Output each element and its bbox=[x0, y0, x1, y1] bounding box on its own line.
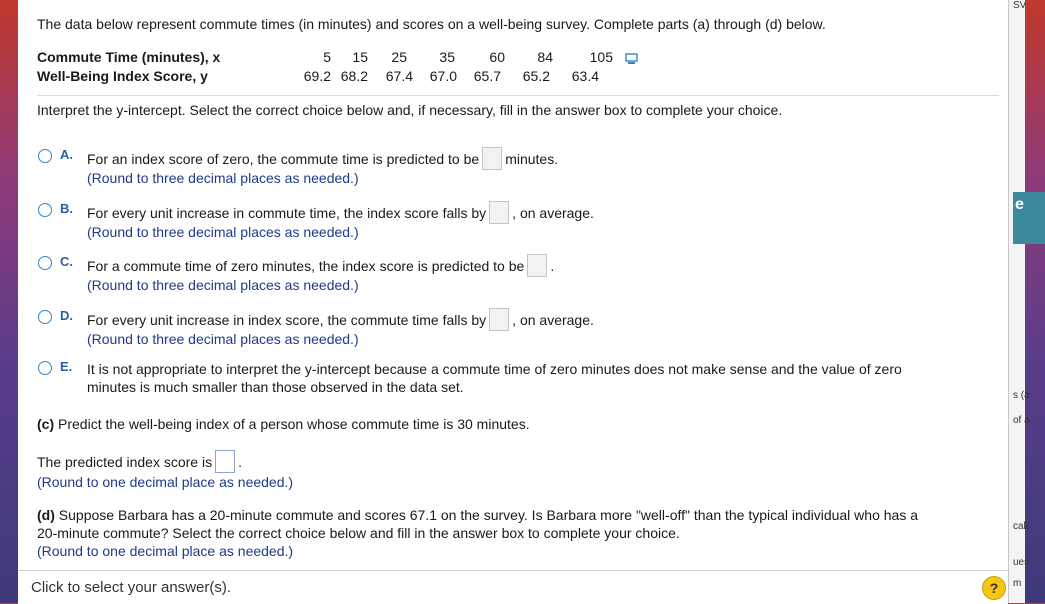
radio-button[interactable] bbox=[38, 203, 52, 217]
table-cell: 5 bbox=[323, 49, 331, 65]
table-cell: 105 bbox=[589, 49, 613, 65]
rounding-hint: (Round to one decimal place as needed.) bbox=[37, 543, 294, 559]
choice-text-pre: For every unit increase in index score, the commute time falls by bbox=[87, 312, 487, 329]
background-window-text: SV bbox=[1013, 0, 1027, 11]
radio-button[interactable] bbox=[38, 361, 52, 375]
rounding-hint: (Round to three decimal places as needed.) bbox=[87, 170, 359, 186]
table-cell: 69.2 bbox=[303, 68, 331, 84]
rounding-hint: (Round to three decimal places as needed.) bbox=[87, 277, 359, 293]
background-window bbox=[1008, 0, 1030, 603]
background-window-text: of a bbox=[1013, 415, 1030, 426]
part-c-answer-text: The predicted index score is bbox=[37, 454, 213, 471]
choice-letter: C. bbox=[60, 254, 73, 269]
background-window-text: call bbox=[1013, 521, 1029, 532]
choice-text-pre: For a commute time of zero minutes, the index score is predicted to be bbox=[87, 258, 525, 275]
choice-text bbox=[87, 149, 558, 172]
help-button[interactable]: ? bbox=[982, 576, 1006, 600]
answer-box[interactable] bbox=[482, 147, 502, 170]
answer-box[interactable] bbox=[489, 308, 509, 331]
part-d-question bbox=[37, 507, 918, 523]
x-label: Commute Time (minutes), x bbox=[37, 49, 221, 65]
choice-text bbox=[87, 203, 594, 226]
table-cell: 63.4 bbox=[571, 68, 599, 84]
answer-box[interactable] bbox=[215, 450, 235, 473]
table-cell: 60 bbox=[489, 49, 505, 65]
choice-letter: A. bbox=[60, 147, 73, 162]
part-c-text: Predict the well-being index of a person whose commute time is 30 minutes. bbox=[58, 416, 530, 432]
part-c-label: (c) bbox=[37, 416, 55, 432]
table-cell: 15 bbox=[352, 49, 368, 65]
table-cell: 67.4 bbox=[385, 68, 413, 84]
background-window-text: ues bbox=[1013, 557, 1030, 568]
choice-text bbox=[87, 310, 594, 333]
y-label: Well-Being Index Score, y bbox=[37, 68, 208, 84]
choice-text-post: . bbox=[550, 258, 555, 275]
footer-status-text: Click to select your answer(s). bbox=[31, 579, 232, 596]
choice-text-line2: minutes is much smaller than those observed in the data set. bbox=[87, 379, 464, 395]
choice-text-post: , on average. bbox=[512, 205, 594, 222]
table-cell: 68.2 bbox=[340, 68, 368, 84]
part-c-answer-post: . bbox=[238, 454, 242, 471]
footer-bar bbox=[18, 570, 1008, 604]
part-d-label: (d) bbox=[37, 507, 55, 523]
choice-text-line1: It is not appropriate to interpret the y-intercept because a commute time of zero minutes does not make sense and the value of zero bbox=[87, 361, 902, 377]
background-window-text: m bbox=[1013, 578, 1022, 589]
background-window-banner: e bbox=[1013, 192, 1045, 244]
answer-box[interactable] bbox=[527, 254, 547, 277]
rounding-hint: (Round to three decimal places as needed.) bbox=[87, 224, 359, 240]
answer-box[interactable] bbox=[489, 201, 509, 224]
table-cell: 35 bbox=[439, 49, 455, 65]
divider bbox=[37, 95, 999, 96]
choice-letter: E. bbox=[60, 359, 73, 374]
rounding-hint: (Round to three decimal places as needed.) bbox=[87, 331, 359, 347]
table-cell: 67.0 bbox=[429, 68, 457, 84]
copy-data-icon[interactable] bbox=[625, 53, 639, 65]
choice-text-post: , on average. bbox=[512, 312, 594, 329]
question-panel bbox=[18, 0, 1008, 603]
choice-letter: B. bbox=[60, 201, 73, 216]
question-intro: The data below represent commute times (in minutes) and scores on a well-being survey. Complete parts (a) through (d) below. bbox=[37, 16, 826, 32]
background-window-text: s (a bbox=[1013, 390, 1030, 401]
table-cell: 65.7 bbox=[473, 68, 501, 84]
table-cell: 84 bbox=[537, 49, 553, 65]
choice-letter: D. bbox=[60, 308, 73, 323]
choice-text-pre: For an index score of zero, the commute time is predicted to be bbox=[87, 151, 480, 168]
choice-text-post: minutes. bbox=[505, 151, 559, 168]
table-cell: 65.2 bbox=[522, 68, 550, 84]
part-c-answer bbox=[37, 452, 242, 475]
radio-button[interactable] bbox=[38, 256, 52, 270]
rounding-hint: (Round to one decimal place as needed.) bbox=[37, 474, 294, 490]
radio-button[interactable] bbox=[38, 149, 52, 163]
part-c-question bbox=[37, 416, 530, 432]
table-cell: 25 bbox=[391, 49, 407, 65]
part-d-text-line1: Suppose Barbara has a 20-minute commute and scores 67.1 on the survey. Is Barbara more "well-off" than the typical individual who has a bbox=[58, 507, 919, 523]
prompt-text: Interpret the y-intercept. Select the correct choice below and, if necessary, fill in the answer box to complete your choice. bbox=[37, 102, 783, 118]
radio-button[interactable] bbox=[38, 310, 52, 324]
choice-text-pre: For every unit increase in commute time, the index score falls by bbox=[87, 205, 487, 222]
part-d-text-line2: 20-minute commute? Select the correct choice below and fill in the answer box to complete your choice. bbox=[37, 525, 680, 541]
choice-text bbox=[87, 256, 554, 279]
